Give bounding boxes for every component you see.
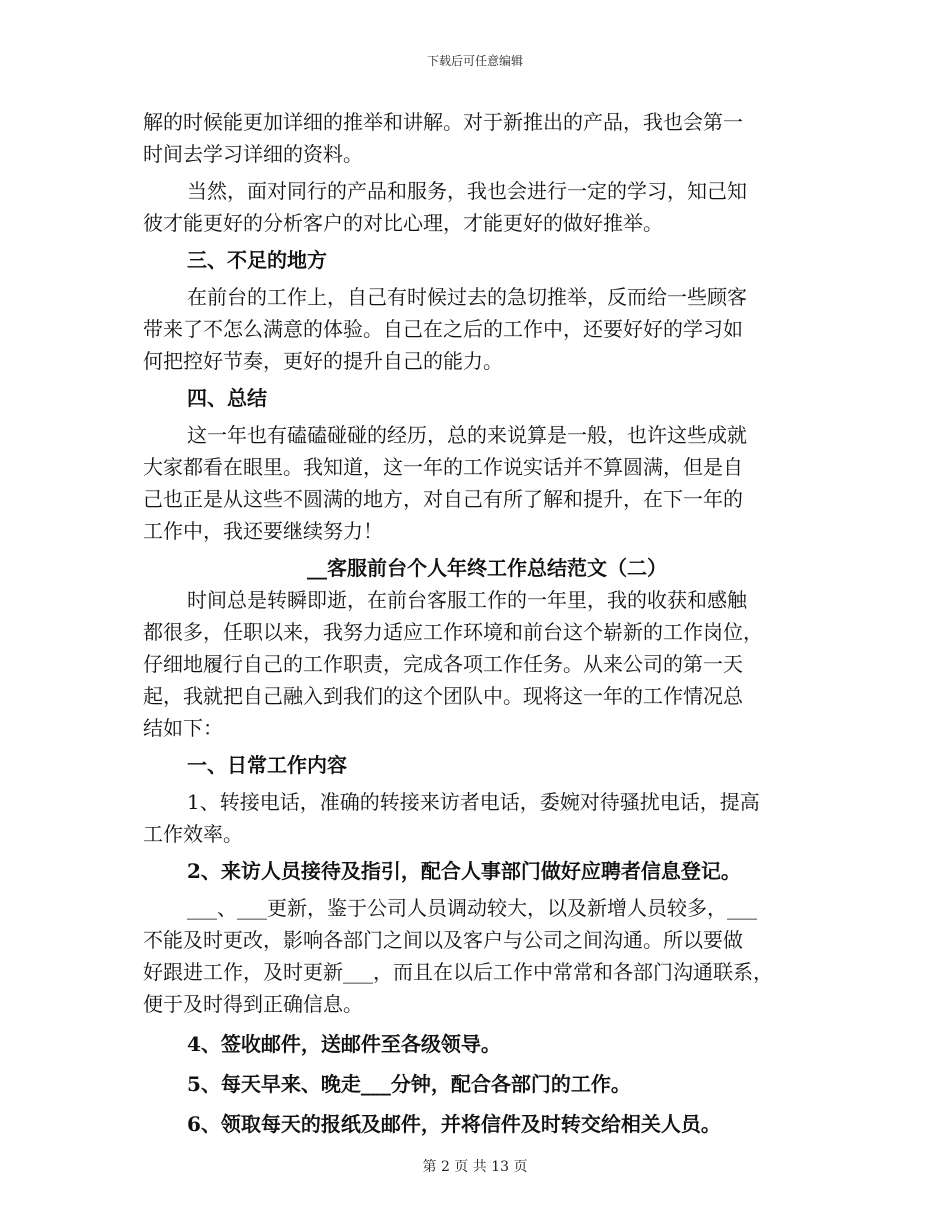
paragraph-line: ___、___更新，鉴于公司人员调动较大，以及新增人员较多，___ (187, 896, 757, 920)
paragraph-line: 这一年也有磕磕碰碰的经历，总的来说算是一般，也许这些成就 (187, 423, 747, 447)
paragraph-line: 工作效率。 (143, 822, 243, 846)
paragraph-line: 工作中，我还要继续努力！ (143, 519, 383, 543)
paragraph-line: 起，我就把自己融入到我们的这个团队中。现将这一年的工作情况总 (143, 684, 743, 708)
paragraph-line: 己也正是从这些不圆满的地方，对自己有所了解和提升，在下一年的 (143, 487, 743, 511)
document-title: __客服前台个人年终工作总结范文（二） (307, 556, 667, 580)
paragraph-line: 彼才能更好的分析客户的对比心理，才能更好的做好推举。 (143, 211, 663, 235)
paragraph-line: 时间去学习详细的资料。 (143, 142, 363, 166)
paragraph-line: 1、转接电话，准确的转接来访者电话，委婉对待骚扰电话，提高 (187, 790, 760, 814)
paragraph-line: 解的时候能更加详细的推举和讲解。对于新推出的产品，我也会第一 (143, 110, 743, 134)
paragraph-line: 在前台的工作上，自己有时候过去的急切推举，反而给一些顾客 (187, 285, 747, 309)
document-body (143, 106, 813, 1140)
section-heading-daily-work: 一、日常工作内容 (187, 753, 347, 777)
list-item-bold: 6、领取每天的报纸及邮件，并将信件及时转交给相关人员。 (187, 1112, 721, 1136)
paragraph-line: 何把控好节奏，更好的提升自己的能力。 (143, 349, 503, 373)
list-item-bold: 5、每天早来、晚走___分钟，配合各部门的工作。 (187, 1072, 631, 1096)
paragraph-line: 仔细地履行自己的工作职责，完成各项工作任务。从来公司的第一天 (143, 652, 743, 676)
paragraph-line: 不能及时更改，影响各部门之间以及客户与公司之间沟通。所以要做 (143, 928, 743, 952)
section-heading-shortcomings: 三、不足的地方 (187, 248, 327, 272)
page-header: 下载后可任意编辑 (426, 54, 523, 68)
paragraph-line: 好跟进工作，及时更新___，而且在以后工作中常常和各部门沟通联系， (143, 960, 773, 984)
paragraph-line: 当然，面对同行的产品和服务，我也会进行一定的学习，知己知 (187, 179, 747, 203)
paragraph-line: 都很多，任职以来，我努力适应工作环境和前台这个崭新的工作岗位， (143, 620, 763, 644)
list-item-bold: 2、来访人员接待及指引，配合人事部门做好应聘者信息登记。 (187, 859, 741, 883)
paragraph-line: 结如下： (143, 716, 223, 740)
page-footer: 第 2 页 共 13 页 (422, 1159, 528, 1175)
paragraph-line: 便于及时得到正确信息。 (143, 992, 363, 1016)
paragraph-line: 大家都看在眼里。我知道，这一年的工作说实话并不算圆满，但是自 (143, 455, 743, 479)
list-item-bold: 4、签收邮件，送邮件至各级领导。 (187, 1032, 501, 1056)
paragraph-line: 带来了不怎么满意的体验。自己在之后的工作中，还要好好的学习如 (143, 317, 743, 341)
section-heading-summary: 四、总结 (187, 386, 267, 410)
paragraph-line: 时间总是转瞬即逝，在前台客服工作的一年里，我的收获和感触 (187, 588, 747, 612)
